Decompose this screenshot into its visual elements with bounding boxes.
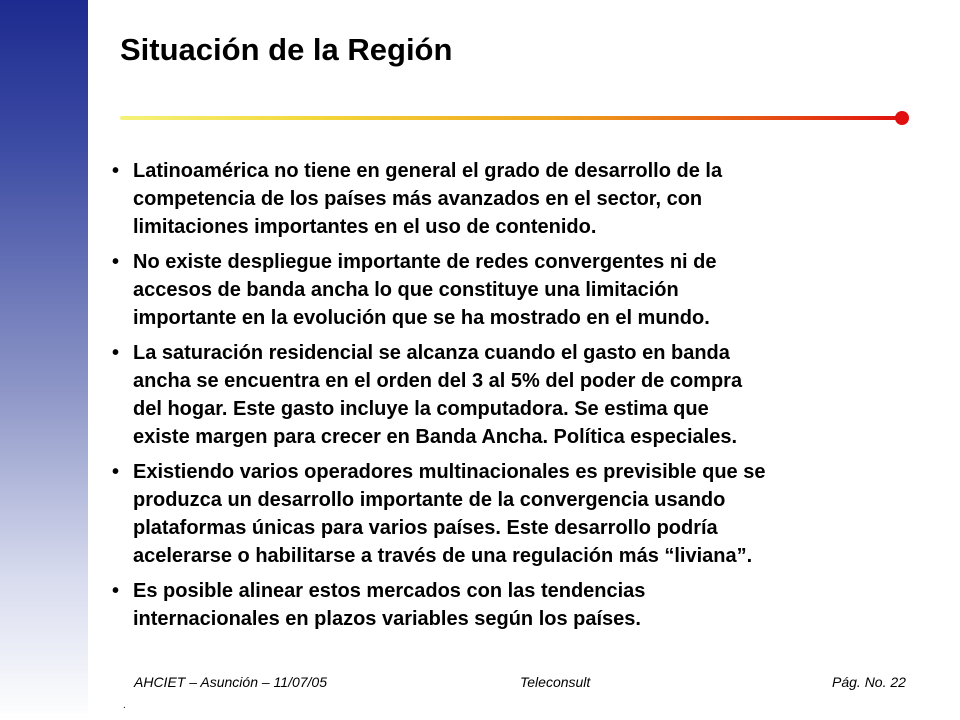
footer-page-number: Pág. No. 22	[832, 674, 906, 690]
bullet-marker: •	[112, 461, 120, 483]
bullet-text: Es posible alinear estos mercados con las tendencias internacionales en plazos variables según los países.	[133, 580, 646, 630]
bullet-marker: •	[112, 342, 120, 364]
title-underline-dot	[895, 111, 909, 125]
bullet-marker: •	[112, 580, 120, 602]
bullet-item	[112, 577, 912, 633]
slide-title: Situación de la Región	[120, 32, 453, 67]
side-gradient-band	[0, 0, 88, 720]
bullet-item	[112, 339, 912, 451]
footer-event-info: AHCIET – Asunción – 11/07/05	[134, 674, 327, 690]
bullet-item	[112, 157, 912, 241]
bullet-text: Existiendo varios operadores multinacionales es previsible que se produzca un desarrollo importante de la convergencia usando plataformas únicas para varios países. Este desarrollo podría acelerarse o habilitarse a través de una regulación más “liviana”.	[133, 461, 766, 567]
bullet-list	[112, 157, 912, 640]
bullet-text: La saturación residencial se alcanza cuando el gasto en banda ancha se encuentra en el orden del 3 al 5% del poder de compra del hogar. Este gasto incluye la computadora. Se estima que existe margen para crecer en Banda Ancha. Política especiales.	[133, 342, 743, 448]
bullet-marker: •	[112, 160, 120, 182]
bullet-marker: •	[112, 251, 120, 273]
bullet-text: No existe despliegue importante de redes convergentes ni de accesos de banda ancha lo que constituye una limitación importante en la evolución que se ha mostrado en el mundo.	[133, 251, 717, 329]
bullet-item	[112, 248, 912, 332]
footer-dot: .	[123, 700, 126, 711]
bullet-item	[112, 458, 912, 570]
bullet-text: Latinoamérica no tiene en general el grado de desarrollo de la competencia de los países más avanzados en el sector, con limitaciones importantes en el uso de contenido.	[133, 160, 723, 238]
footer-company: Teleconsult	[520, 674, 591, 690]
title-underline-rule	[120, 116, 902, 120]
